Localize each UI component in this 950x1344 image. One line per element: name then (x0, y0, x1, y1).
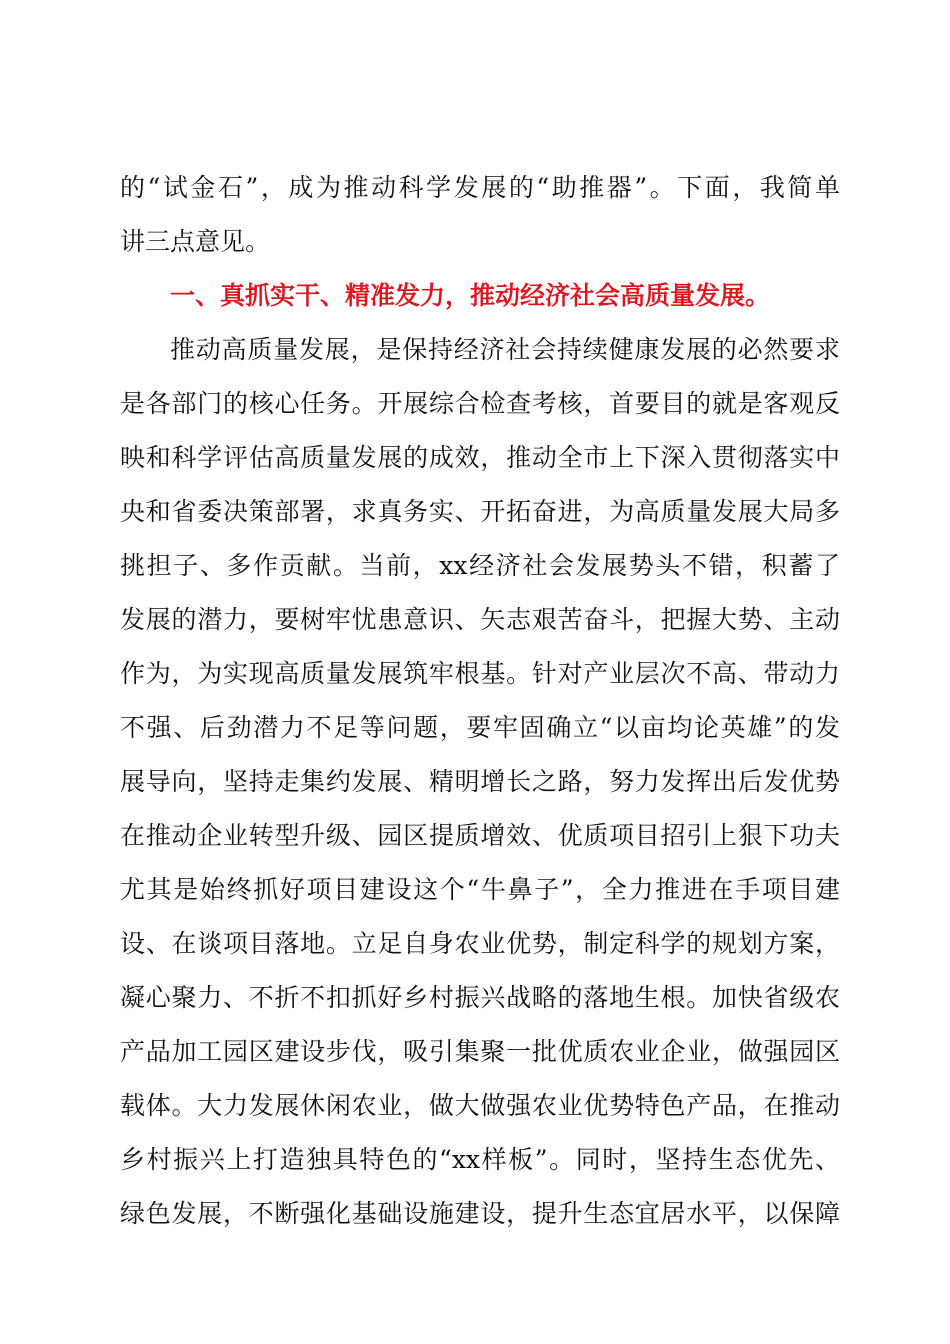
intro-line-1: 的“试金石”，成为推动科学发展的“助推器”。下面，我简单 (120, 173, 840, 202)
body-line: 发展的潜力，要树牢忧患意识、矢志艰苦奋斗，把握大势、主动 (120, 605, 840, 634)
body-line: 不强、后劲潜力不足等问题，要牢固确立“以亩均论英雄”的发 (120, 713, 840, 742)
body-line: 凝心聚力、不折不扣抓好乡村振兴战略的落地生根。加快省级农 (120, 983, 840, 1012)
body-line: 作为，为实现高质量发展筑牢根基。针对产业层次不高、带动力 (120, 659, 840, 688)
body-line: 绿色发展，不断强化基础设施建设，提升生态宜居水平，以保障 (120, 1199, 840, 1228)
body-line: 载体。大力发展休闲农业，做大做强农业优势特色产品，在推动 (120, 1091, 840, 1120)
body-line: 尤其是始终抓好项目建设这个“牛鼻子”，全力推进在手项目建 (120, 875, 840, 904)
body-line: 乡村振兴上打造独具特色的“xx样板”。同时，坚持生态优先、 (120, 1145, 840, 1174)
body-line: 央和省委决策部署，求真务实、开拓奋进，为高质量发展大局多 (120, 497, 840, 526)
body-line: 设、在谈项目落地。立足自身农业优势，制定科学的规划方案， (120, 929, 840, 958)
body-line: 展导向，坚持走集约发展、精明增长之路，努力发挥出后发优势 (120, 767, 840, 796)
body-line: 挑担子、多作贡献。当前，xx经济社会发展势头不错，积蓄了 (120, 551, 840, 580)
body-line: 推动高质量发展，是保持经济社会持续健康发展的必然要求 (170, 335, 840, 364)
body-line: 映和科学评估高质量发展的成效，推动全市上下深入贯彻落实中 (120, 443, 840, 472)
body-line: 是各部门的核心任务。开展综合检查考核，首要目的就是客观反 (120, 389, 840, 418)
body-line: 产品加工园区建设步伐，吸引集聚一批优质农业企业，做强园区 (120, 1037, 840, 1066)
section-heading: 一、真抓实干、精准发力，推动经济社会高质量发展。 (170, 281, 771, 310)
body-line: 在推动企业转型升级、园区提质增效、优质项目招引上狠下功夫 (120, 821, 840, 850)
intro-line-2: 讲三点意见。 (120, 227, 271, 256)
